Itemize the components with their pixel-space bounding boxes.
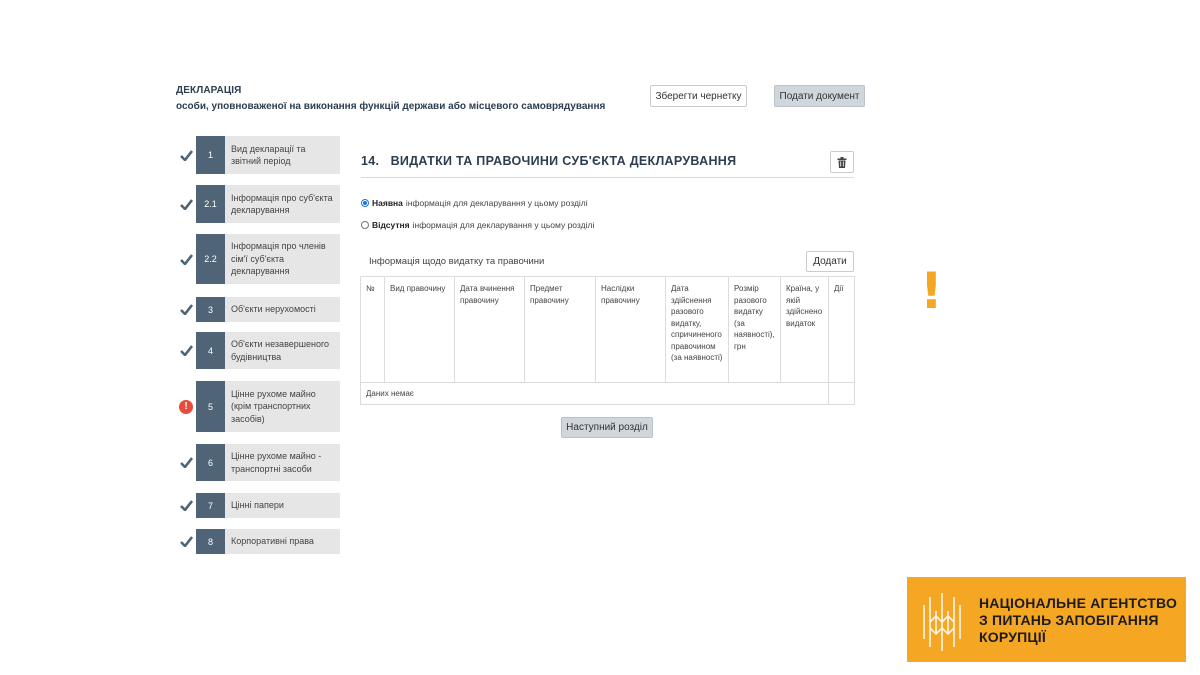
sidebar-item-label: Цінне рухоме майно (крім транспортних засобів) — [225, 381, 340, 432]
sidebar-item-5[interactable] — [176, 381, 340, 432]
logo-line-3: КОРУПЦІЇ — [979, 629, 1046, 645]
logo-line-1: НАЦІОНАЛЬНЕ АГЕНТСТВО — [979, 595, 1178, 611]
radio-info-absent[interactable] — [361, 220, 594, 230]
sidebar-item-label: Цінні папери — [225, 493, 340, 518]
section-name: ВИДАТКИ ТА ПРАВОЧИНИ СУБ'ЄКТА ДЕКЛАРУВАННЯ — [390, 154, 737, 168]
radio-present-bold: Наявна — [372, 198, 403, 208]
table-row-empty — [361, 383, 855, 405]
column-header: Предмет правочину — [525, 277, 596, 383]
sidebar-item-2-1[interactable] — [176, 185, 340, 223]
column-header: Дата вчинення правочину — [455, 277, 525, 383]
sidebar-item-number: 8 — [196, 529, 225, 554]
column-header: Країна, у якій здійснено видаток — [781, 277, 829, 383]
radio-info-present[interactable] — [361, 198, 588, 208]
checkmark-icon — [180, 150, 193, 161]
sidebar-item-label: Цінне рухоме майно - транспортні засоби — [225, 444, 340, 481]
radio-button[interactable] — [361, 221, 369, 229]
sidebar-item-number: 2.2 — [196, 234, 225, 284]
sidebar-item-8[interactable] — [176, 529, 340, 554]
page-subtitle: особи, уповноваженої на виконання функцій держави або місцевого самоврядування — [176, 101, 606, 112]
column-header: Дата здійснення разового видатку, спричиненого правочином (за наявності) — [666, 277, 729, 383]
sidebar-item-4[interactable] — [176, 332, 340, 369]
section-title — [361, 154, 736, 168]
empty-message: Даних немає — [361, 383, 829, 405]
sidebar-item-2-2[interactable] — [176, 234, 340, 284]
section-number: 14. — [361, 154, 380, 168]
submit-document-button[interactable]: Подати документ — [774, 85, 865, 107]
sidebar-item-label: Інформація про суб'єкта декларування — [225, 185, 340, 223]
page-title: ДЕКЛАРАЦІЯ — [176, 85, 242, 96]
checkmark-icon — [180, 254, 193, 265]
sidebar-item-number: 3 — [196, 297, 225, 322]
declaration-header — [176, 85, 605, 112]
column-header: № — [361, 277, 385, 383]
actions-cell — [829, 383, 855, 405]
sidebar-item-3[interactable] — [176, 297, 340, 322]
sidebar-item-number: 1 — [196, 136, 225, 174]
save-draft-button[interactable]: Зберегти чернетку — [650, 85, 747, 107]
checkmark-icon — [180, 199, 193, 210]
section-divider — [361, 177, 854, 178]
trash-icon — [837, 157, 847, 168]
column-header: Розмір разового видатку (за наявності), грн — [729, 277, 781, 383]
table-header-row — [361, 277, 855, 383]
sidebar-item-number: 6 — [196, 444, 225, 481]
radio-absent-text: інформація для декларування у цьому розділі — [412, 220, 595, 230]
checkmark-icon — [180, 304, 193, 315]
next-section-button[interactable]: Наступний розділ — [561, 417, 653, 438]
logo-line-2: З ПИТАНЬ ЗАПОБІГАННЯ — [979, 612, 1159, 628]
checkmark-icon — [180, 500, 193, 511]
sidebar-item-number: 2.1 — [196, 185, 225, 223]
warning-icon: ! — [179, 400, 193, 414]
sidebar-item-number: 7 — [196, 493, 225, 518]
checkmark-icon — [180, 345, 193, 356]
sidebar-item-7[interactable] — [176, 493, 340, 518]
sidebar-item-1[interactable] — [176, 136, 340, 174]
checkmark-icon — [180, 457, 193, 468]
add-button[interactable]: Додати — [806, 251, 854, 272]
sidebar-item-number: 4 — [196, 332, 225, 369]
sidebar-item-label: Корпоративні права — [225, 529, 340, 554]
radio-present-text: інформація для декларування у цьому розділі — [405, 198, 588, 208]
sidebar-item-label: Об'єкти нерухомості — [225, 297, 340, 322]
exclamation-icon: ! — [920, 262, 943, 320]
table-title: Інформація щодо видатку та правочини — [369, 256, 545, 267]
column-header: Дії — [829, 277, 855, 383]
sidebar-item-number: 5 — [196, 381, 225, 432]
expenses-table — [360, 276, 855, 405]
delete-section-button[interactable] — [830, 151, 854, 173]
nazk-logo — [907, 577, 1186, 662]
radio-absent-bold: Відсутня — [372, 220, 410, 230]
logo-mark-icon — [921, 591, 965, 653]
column-header: Вид правочину — [385, 277, 455, 383]
sidebar-item-label: Об'єкти незавершеного будівництва — [225, 332, 340, 369]
column-header: Наслідки правочину — [596, 277, 666, 383]
radio-button-checked[interactable] — [361, 199, 369, 207]
sidebar-item-label: Інформація про членів сім'ї суб'єкта декларування — [225, 234, 340, 284]
checkmark-icon — [180, 536, 193, 547]
sidebar-item-label: Вид декларації та звітний період — [225, 136, 340, 174]
sidebar-item-6[interactable] — [176, 444, 340, 481]
